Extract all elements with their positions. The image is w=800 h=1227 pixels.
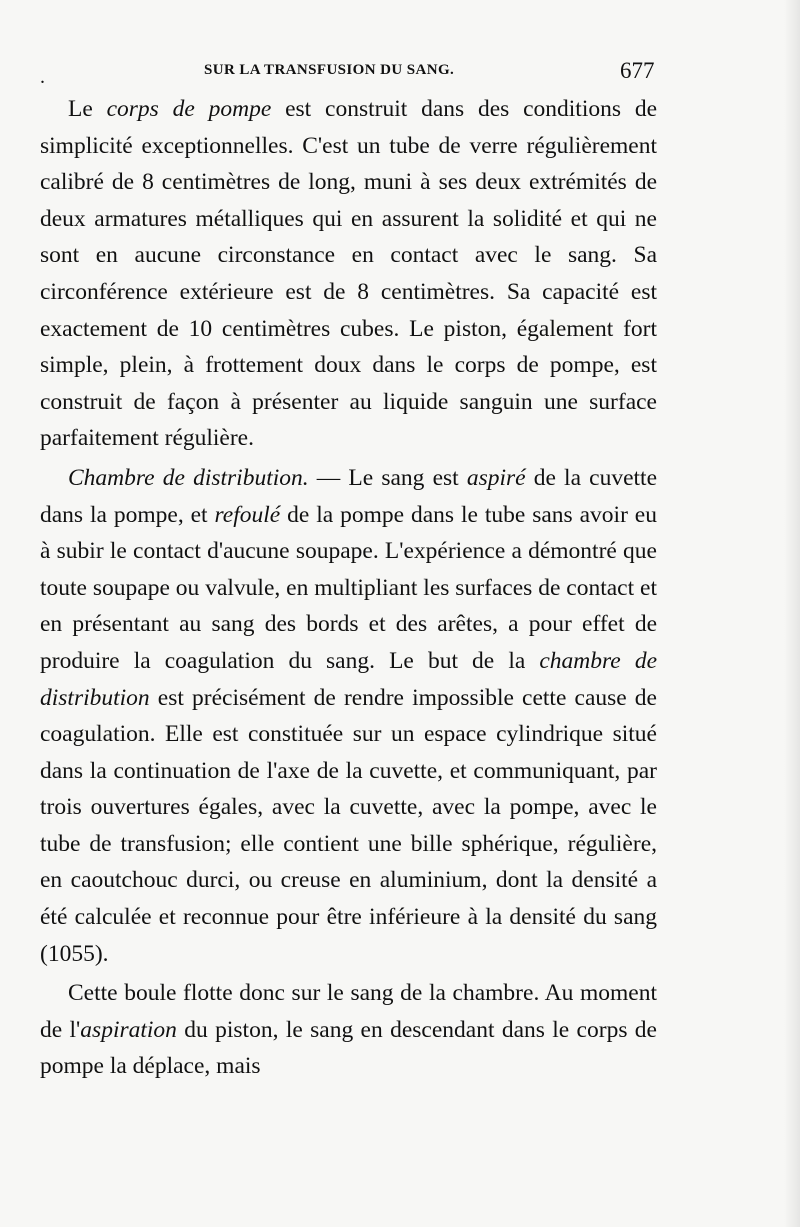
running-title: SUR LA TRANSFUSION DU SANG. <box>204 62 455 78</box>
header-mark: . <box>40 66 45 88</box>
italic-term: aspiré <box>466 464 526 491</box>
paragraph-chambre-de-distribution <box>40 460 657 972</box>
text-span: est construit dans des conditions de simplicité exceptionnelles. C'est un tube de verre régulièrement calibré de 8 centimètres de long, muni à ses deux extrémités de deux armatures métalliques qui en assurent la solidité et qui ne sont en aucune circonstance en contact avec le sang. Sa circonférence extérieure est de 8 centimètres. Sa capacité est exactement de 10 centimètres cubes. Le piston, également fort simple, plein, à frottement doux dans le corps de pompe, est construit de façon à présenter au liquide sanguin une surface parfaitement régulière. <box>40 96 657 452</box>
text-span: est précisément de rendre impossible cette cause de coagulation. Elle est constituée sur un espace cylindrique situé dans la continuation de l'axe de la cuvette, et communiquant, par trois ouvertures égales, avec la cuvette, avec la pompe, avec le tube de transfusion; elle contient une bille sphérique, régulière, en caoutchouc durci, ou creuse en aluminium, dont la densité a été calculée et reconnue pour être inférieure à la densité du sang (1055). <box>40 684 657 967</box>
page-number: 677 <box>620 58 655 83</box>
page-header <box>0 56 800 86</box>
paragraph-boule <box>40 975 657 1085</box>
page-edge-shadow <box>784 0 800 1227</box>
paragraph-corps-de-pompe <box>40 91 657 457</box>
text-span: de la cuvette dans la pompe, et <box>40 464 657 528</box>
italic-term: corps de pompe <box>106 96 272 122</box>
text-span: de la pompe dans le tube sans avoir eu à subir le contact d'aucune soupape. L'expérience a démontré que toute soupape ou valvule, en multipliant les surfaces de contact et en présentant au sang des bords et des arêtes, a pour effet de produire la coagulation du sang. Le but de la <box>40 501 657 674</box>
italic-term: chambre de distribution <box>40 647 657 711</box>
text-span: du piston, le sang en descendant dans le corps de pompe la déplace, mais <box>40 1016 657 1080</box>
italic-term: aspiration <box>80 1016 177 1043</box>
text-span: Le <box>68 96 107 122</box>
body-text <box>40 91 657 1085</box>
italic-heading: Chambre de distribution. <box>68 464 309 491</box>
italic-term: refoulé <box>214 501 281 528</box>
text-span: Cette boule flotte donc sur le sang de la chambre. Au moment de l' <box>40 980 657 1043</box>
text-span: — Le sang est <box>308 464 467 491</box>
